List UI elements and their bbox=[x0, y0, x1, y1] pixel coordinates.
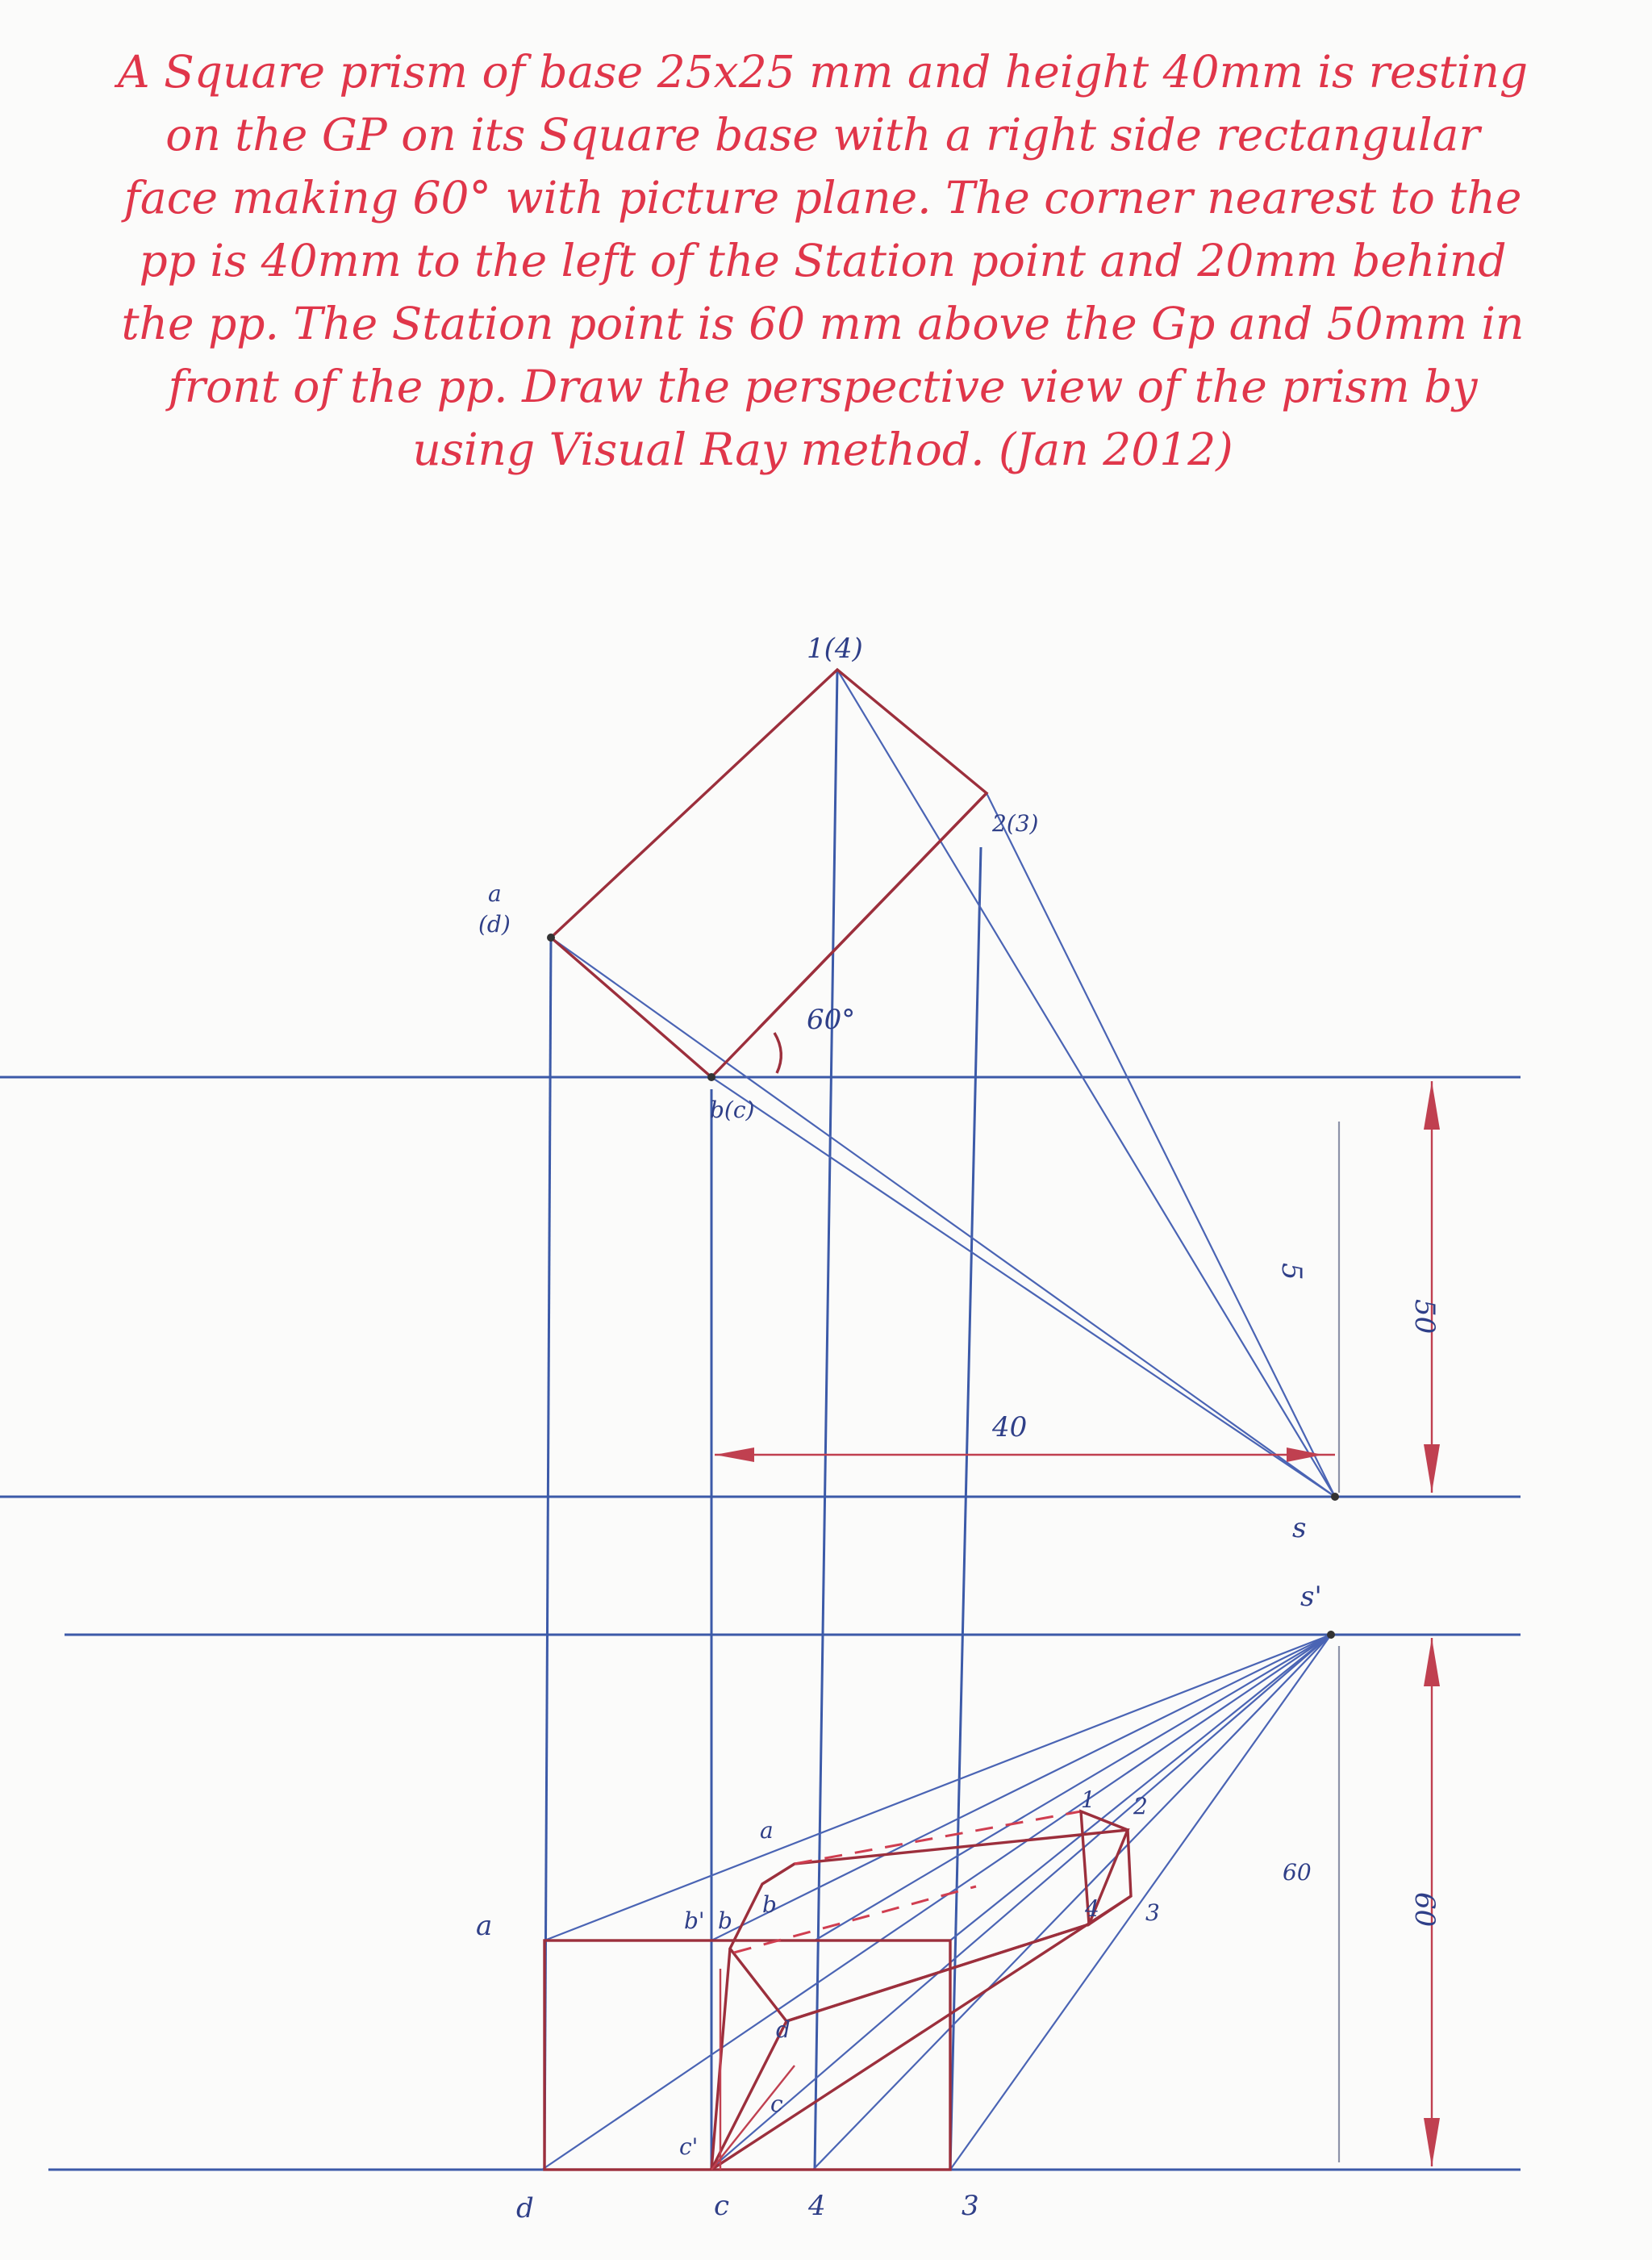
visual-ray-a bbox=[551, 938, 1335, 1497]
label-dim-40: 40 bbox=[992, 1411, 1028, 1443]
label-plan-bc: b(c) bbox=[710, 1097, 755, 1123]
label-p-3: 3 bbox=[1145, 1899, 1160, 1926]
ray-to-4-ground bbox=[813, 1635, 1331, 2170]
label-p-b: b bbox=[762, 1891, 777, 1918]
label-fv-a: a bbox=[476, 1910, 493, 1942]
ray-to-c-ground bbox=[710, 1635, 1331, 2170]
label-fv-c-prime: c' bbox=[679, 2133, 699, 2160]
ray-to-3-ground bbox=[950, 1635, 1331, 2170]
projector-2-3 bbox=[950, 847, 981, 2170]
dimension-40-arrow-left bbox=[715, 1447, 754, 1462]
point-a-plan bbox=[547, 934, 555, 942]
point-s bbox=[1331, 1493, 1339, 1501]
label-p-c: c bbox=[770, 2091, 783, 2117]
label-1-4: 1(4) bbox=[807, 633, 863, 665]
label-p-2: 2 bbox=[1133, 1793, 1148, 1819]
dimension-60-arrow-top bbox=[1424, 1638, 1440, 1686]
angle-arc-60 bbox=[774, 1033, 781, 1073]
point-s-prime bbox=[1327, 1631, 1335, 1639]
label-fv-4: 4 bbox=[808, 2190, 826, 2222]
edge-c-3 bbox=[711, 1896, 1131, 2170]
label-s: s bbox=[1292, 1512, 1307, 1544]
label-p-1: 1 bbox=[1081, 1786, 1095, 1813]
prism-top-face bbox=[730, 1830, 1128, 2021]
ray-to-d-ground bbox=[542, 1635, 1331, 2170]
label-dim-50: 50 bbox=[1408, 1299, 1441, 1335]
problem-statement: A Square prism of base 25x25 mm and height 40mm is resting on the GP on its Square base with a right side rectangular face making 60° with picture plane. The corner nearest to the pp is 40mm to the left of the Station point and 20mm behind the pp. The Station point is 60 mm above the Gp and 50mm in front of the pp. Draw the perspective view of the prism by using Visual Ray method. (Jan 2012) bbox=[117, 46, 1529, 475]
label-s-prime: s' bbox=[1300, 1581, 1322, 1613]
point-b-plan bbox=[707, 1073, 715, 1081]
dimension-50-arrow-top bbox=[1424, 1081, 1440, 1130]
elevation-visual-rays bbox=[542, 1635, 1331, 2170]
dimension-60-arrow-bottom bbox=[1424, 2118, 1440, 2166]
label-fv-d: d bbox=[516, 2192, 534, 2224]
edge-c-c bbox=[711, 2066, 795, 2170]
label-dim-60-gray: 60 bbox=[1283, 1859, 1312, 1886]
ray-to-b bbox=[711, 1635, 1331, 1940]
label-dim-5: 5 bbox=[1275, 1263, 1308, 1280]
label-fv-b: b bbox=[718, 1907, 732, 1934]
ray-to-2 bbox=[950, 1635, 1331, 1940]
label-angle-60: 60° bbox=[807, 1004, 856, 1036]
visual-ray-1 bbox=[837, 670, 1335, 1497]
label-fv-c: c bbox=[714, 2190, 730, 2222]
label-p-d: d bbox=[776, 2016, 791, 2043]
label-fv-b-prime: b' bbox=[684, 1907, 705, 1934]
projector-1-4 bbox=[815, 670, 837, 2170]
prism-plan-inner-edge bbox=[758, 793, 987, 1029]
ray-to-a bbox=[544, 1635, 1331, 1940]
label-dim-60-red: 60 bbox=[1408, 1892, 1441, 1928]
label-plan-d: (d) bbox=[478, 911, 511, 938]
label-2-3: 2(3) bbox=[992, 810, 1039, 837]
visual-ray-2 bbox=[987, 793, 1335, 1497]
label-fv-3: 3 bbox=[962, 2190, 979, 2222]
dimension-50-arrow-bottom bbox=[1424, 1444, 1440, 1493]
ray-to-1 bbox=[815, 1635, 1331, 1940]
label-plan-a: a bbox=[488, 880, 502, 907]
label-p-a: a bbox=[760, 1817, 774, 1844]
hidden-edge-top bbox=[795, 1811, 1081, 1864]
label-p-4: 4 bbox=[1085, 1895, 1099, 1922]
